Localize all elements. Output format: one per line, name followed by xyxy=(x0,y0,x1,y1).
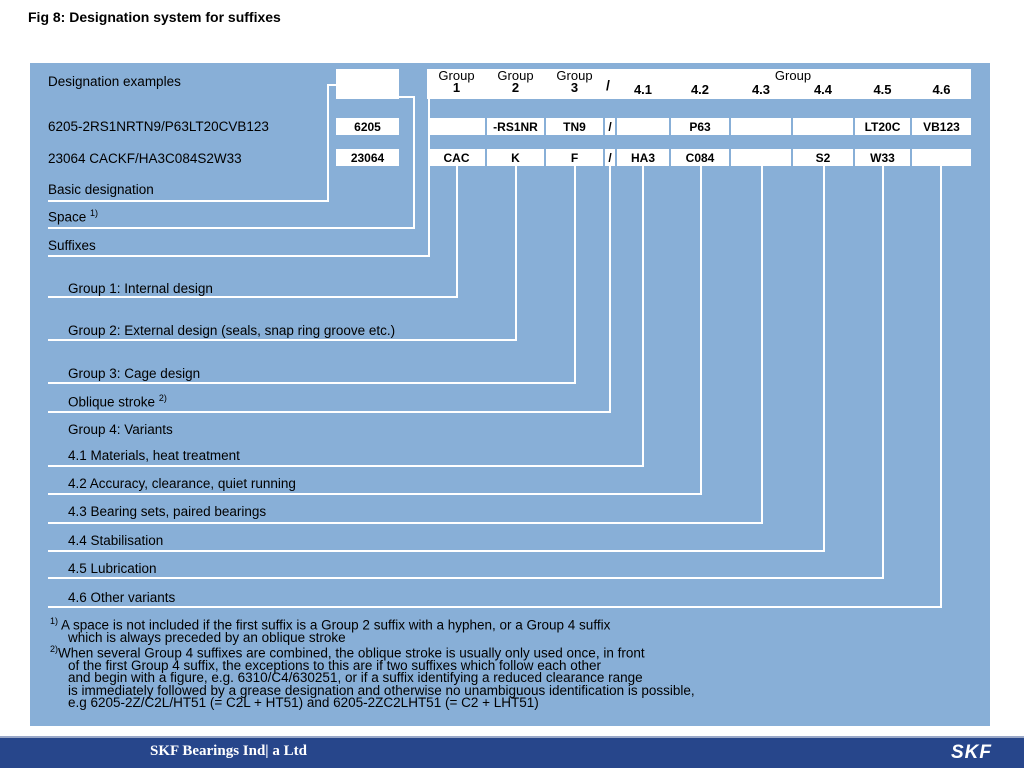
label-group3: Group 3: Cage design xyxy=(68,366,201,381)
v45-connector-vertical xyxy=(882,166,884,579)
oblique-connector-vertical xyxy=(609,166,611,413)
example-1-g45: LT20C xyxy=(855,118,910,135)
example-1-g2: -RS1NR xyxy=(487,118,544,135)
label-group2: Group 2: External design (seals, snap ring groove etc.) xyxy=(68,323,396,338)
sub-4-6: 4.6 xyxy=(932,82,951,97)
label-oblique-stroke: Oblique stroke $^{2)}$ xyxy=(68,393,167,410)
label-basic-designation: Basic designation xyxy=(48,182,154,197)
sub-4-2: 4.2 xyxy=(690,82,710,97)
sub-4-5: 4.5 xyxy=(873,82,892,97)
suffixes-connector-vertical xyxy=(428,99,430,257)
sub-4-3: 4.3 xyxy=(751,82,771,97)
basic-header-box xyxy=(336,69,399,99)
group2-header: Group 2 xyxy=(497,68,534,95)
label-space: Space $^{1)}$ xyxy=(48,208,99,225)
example-2-slash: / xyxy=(605,149,615,166)
example-2-basic: 23064 xyxy=(336,149,399,166)
example-1-g43 xyxy=(731,118,791,135)
v43-connector-vertical xyxy=(761,166,763,524)
example-2-g42: C084 xyxy=(671,149,729,166)
sub-4-4: 4.4 xyxy=(813,82,833,97)
example-1-g42: P63 xyxy=(671,118,729,135)
space-connector-vertical xyxy=(413,96,415,229)
space-connector-bottom xyxy=(48,227,415,229)
oblique-footnote-mark: 2) xyxy=(158,393,167,403)
group3-connector-bottom xyxy=(48,382,576,384)
example-1-basic: 6205 xyxy=(336,118,399,135)
example-2-g43 xyxy=(731,149,791,166)
footnote-2-mark: 2) xyxy=(50,644,59,654)
label-suffixes: Suffixes xyxy=(48,238,96,253)
v43-connector-bottom xyxy=(48,522,763,524)
v41-connector-vertical xyxy=(642,166,644,467)
example-2-g41: HA3 xyxy=(617,149,669,166)
v42-connector-vertical xyxy=(700,166,702,495)
v46-connector-vertical xyxy=(940,166,942,608)
example-2-g44: S2 xyxy=(793,149,853,166)
v41-connector-bottom xyxy=(48,465,644,467)
v42-connector-bottom xyxy=(48,493,702,495)
basic-connector-top xyxy=(327,84,336,86)
label-group1: Group 1: Internal design xyxy=(68,281,213,296)
example-2-g45: W33 xyxy=(855,149,910,166)
footer-bar xyxy=(0,738,1024,768)
label-4-5: 4.5 Lubrication xyxy=(68,561,157,576)
group1-connector-bottom xyxy=(48,296,458,298)
label-group4: Group 4: Variants xyxy=(68,422,173,437)
basic-connector-vertical xyxy=(327,84,329,202)
designation-examples-label: Designation examples xyxy=(48,74,181,89)
example-2-g1: CAC xyxy=(428,149,485,166)
company-name: SKF Bearings Ind| a Ltd xyxy=(150,743,307,759)
example-1-g3: TN9 xyxy=(546,118,603,135)
example-1-g44 xyxy=(793,118,853,135)
v44-connector-bottom xyxy=(48,550,825,552)
example-1-g46: VB123 xyxy=(912,118,971,135)
example-1-slash: / xyxy=(605,118,615,135)
example-2-g46 xyxy=(912,149,971,166)
group1-header: Group 1 xyxy=(438,68,475,95)
designation-panel xyxy=(30,63,990,726)
footnote-1: $^{1)}$ A space is not included if the first suffix is a Group 2 suffix with a hyphen, or a Group 4 suffix which is always preceded by an oblique stroke xyxy=(50,616,611,645)
example-2-text: 23064 CACKF/HA3C084S2W33 xyxy=(48,151,242,166)
label-4-6: 4.6 Other variants xyxy=(68,590,176,605)
v46-connector-bottom xyxy=(48,606,942,608)
label-4-2: 4.2 Accuracy, clearance, quiet running xyxy=(68,476,296,491)
oblique-connector-bottom xyxy=(48,411,611,413)
group1-connector-vertical xyxy=(456,166,458,298)
group2-connector-bottom xyxy=(48,339,517,341)
header-slash: / xyxy=(606,77,610,93)
space-connector-top xyxy=(399,96,415,98)
label-4-3: 4.3 Bearing sets, paired bearings xyxy=(68,504,267,519)
label-4-1: 4.1 Materials, heat treatment xyxy=(68,448,240,463)
group4-header: Group xyxy=(774,68,812,83)
figure-title: Fig 8: Designation system for suffixes xyxy=(28,9,281,25)
v44-connector-vertical xyxy=(823,166,825,552)
v45-connector-bottom xyxy=(48,577,884,579)
basic-connector-bottom xyxy=(48,200,329,202)
example-1-g41 xyxy=(617,118,669,135)
group2-connector-vertical xyxy=(515,166,517,341)
example-2-g2: K xyxy=(487,149,544,166)
example-2-g3: F xyxy=(546,149,603,166)
suffixes-connector-bottom xyxy=(48,255,430,257)
footnote-2: $^{2)}$When several Group 4 suffixes are combined, the oblique stroke is usually only used once, in front of the first Group 4 suffix, the exceptions to this are if two suffixes which follow each other and begin with a figure, e.g. 6310/C4/630251, or if a suffix identifying a reduced clearance range is immediately followed by a grease designation and otherwise no unambiguous identification is possible, e.g 6205-2Z/C2L/HT51 (= C2L + HT51) and 6205-2ZC2LHT51 (= C2 + LHT51) xyxy=(50,644,695,711)
label-4-4: 4.4 Stabilisation xyxy=(68,533,164,548)
group3-connector-vertical xyxy=(574,166,576,384)
example-1-text: 6205-2RS1NRTN9/P63LT20CVB123 xyxy=(48,119,269,134)
footnote-1-mark: 1) xyxy=(50,616,59,626)
sub-4-1: 4.1 xyxy=(633,82,653,97)
space-footnote-mark: 1) xyxy=(90,208,99,218)
example-1-g1 xyxy=(428,118,485,135)
skf-logo-icon: SKF xyxy=(951,742,992,763)
group3-header: Group 3 xyxy=(556,68,593,95)
